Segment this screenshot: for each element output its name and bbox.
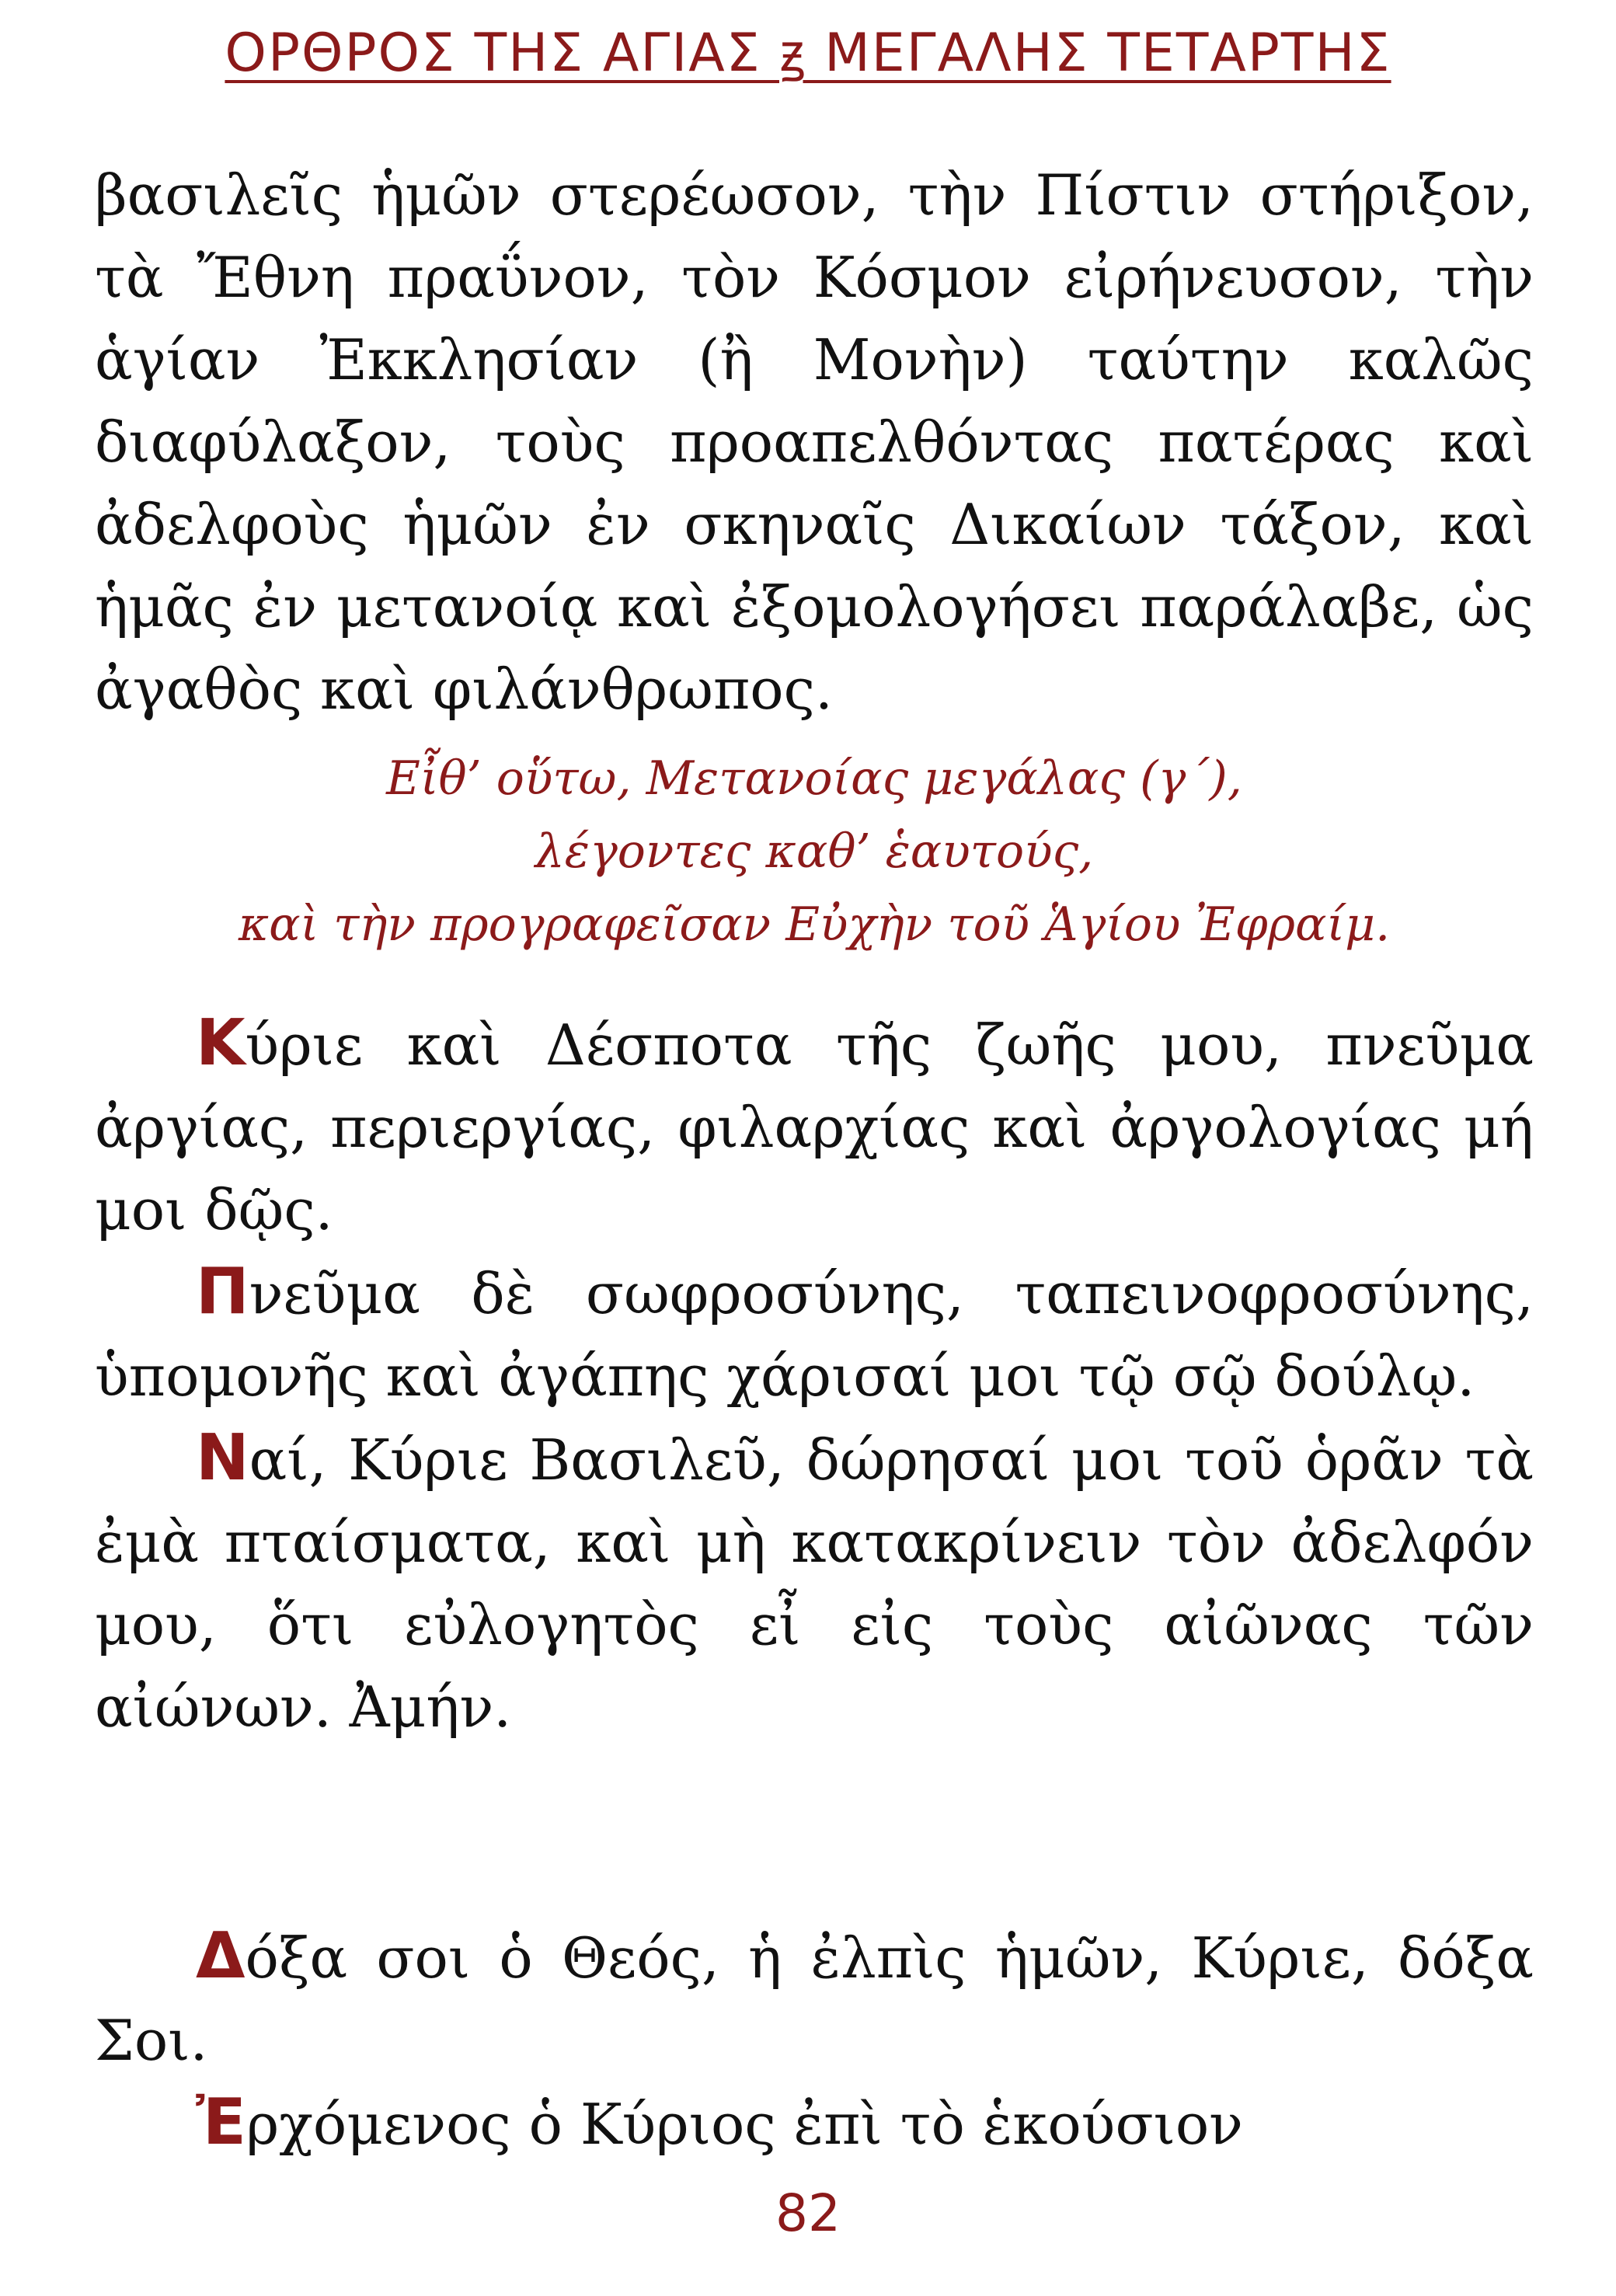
running-header: ΟΡΘΡΟΣ ΤΗΣ ΑΓΙΑΣ ꙃ ΜΕΓΑΛΗΣ ΤΕΤΑΡΤΗΣ	[225, 23, 1391, 84]
paragraph-text: όξα σοι ὁ Θεός, ἡ ἐλπὶς ἡμῶν, Κύριε, δόξα Σοι.	[95, 1925, 1534, 2073]
rubric-line: Εἶθ’ οὕτω, Μετανοίας μεγάλας (γ΄),	[386, 751, 1242, 806]
paragraph-text: ρχόμενος ὁ Κύριος ἐπὶ τὸ ἑκούσιον	[246, 2092, 1243, 2157]
doxology-paragraph	[95, 2082, 1534, 2165]
drop-initial: Κ	[196, 1006, 246, 1080]
drop-initial: Ν	[196, 1421, 249, 1495]
prayer-paragraph	[95, 1251, 1534, 1417]
paragraph-text: ύριε καὶ Δέσποτα τῆς ζωῆς μου, πνεῦμα ἀργίας, περιεργίας, φιλαρχίας καὶ ἀργολογίας μή μοι δῷς.	[95, 1012, 1534, 1242]
prayer-continuation	[95, 154, 1534, 730]
doxology-section	[95, 1915, 1534, 2165]
paragraph-text: νεῦμα δὲ σωφροσύνης, ταπεινοφροσύνης, ὑπομονῆς καὶ ἀγάπης χάρισαί μοι τῷ σῷ δούλῳ.	[95, 1261, 1534, 1409]
paragraph-litany: βασιλεῖς ἡμῶν στερέωσον, τὴν Πίστιν στήριξον, τὰ Ἔθνη πραΰνον, τὸν Κόσμον εἰρήνευσον, τὴν ἁγίαν Ἐκκλησίαν (ἢ Μονὴν) ταύτην καλῶς διαφύλαξον, τοὺς προαπελθόντας πατέρας καὶ ἀδελφοὺς ἡμῶν ἐν σκηναῖς Δικαίων τάξον, καὶ ἡμᾶς ἐν μετανοίᾳ καὶ ἐξομολογήσει παράλαβε, ὡς ἀγαθὸς καὶ φιλάνθρωπος.	[95, 162, 1534, 722]
rubric-instruction	[95, 742, 1534, 961]
rubric-line: καὶ τὴν προγραφεῖσαν Εὐχὴν τοῦ Ἁγίου Ἐφραίμ.	[238, 897, 1391, 952]
prayer-paragraph	[95, 1002, 1534, 1251]
prayer-paragraph	[95, 1417, 1534, 1748]
drop-initial: Ἐ	[196, 2085, 246, 2159]
rubric-line: λέγοντες καθ’ ἑαυτούς,	[535, 824, 1094, 879]
page-number: 82	[775, 2183, 841, 2243]
prayer-of-saint-ephraim	[95, 1002, 1534, 1748]
doxology-paragraph	[95, 1915, 1534, 2082]
drop-initial: Δ	[196, 1919, 246, 1993]
drop-initial: Π	[196, 1255, 249, 1329]
paragraph-text: αί, Κύριε Βασιλεῦ, δώρησαί μοι τοῦ ὁρᾶν τὰ ἐμὰ πταίσματα, καὶ μὴ κατακρίνειν τὸν ἀδελφόν μου, ὅτι εὐλογητὸς εἶ εἰς τοὺς αἰῶνας τῶν αἰώνων. Ἀμήν.	[95, 1427, 1534, 1740]
